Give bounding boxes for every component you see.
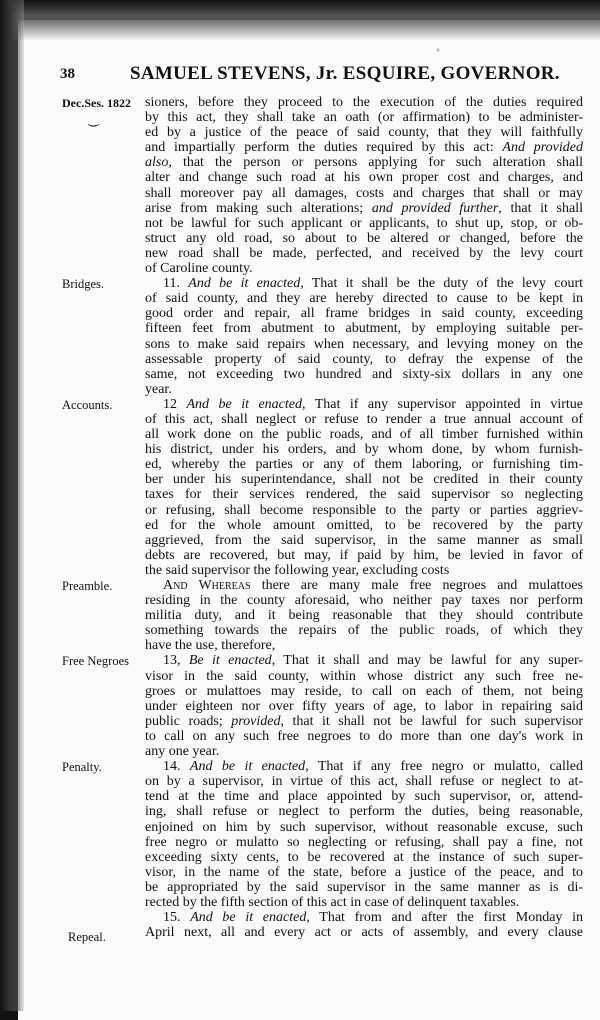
text-line [145, 216, 583, 231]
text-line [145, 623, 583, 638]
text-line [145, 518, 583, 533]
text-line [145, 804, 583, 819]
text-segment: ing, shall refuse or neglect to perform the duties, being reasonable, [145, 804, 583, 820]
text-segment: 12 [163, 396, 187, 412]
text-line [145, 170, 583, 185]
text-line [145, 352, 583, 367]
body-text [145, 95, 583, 940]
text-segment: assessable property of said county, to defray the expense of the [145, 351, 583, 367]
text-line [145, 895, 583, 910]
text-segment: April next, all and every act or acts of assembly, and every clause [145, 925, 583, 941]
text-segment: 11. [163, 276, 189, 292]
text-line [145, 789, 583, 804]
text-segment: not be lawful for such applicant or applicants, to shut up, stop, or ob- [145, 215, 583, 231]
text-line [145, 367, 583, 382]
text-segment: good order and repair, all frame bridges in said county, exceeding [145, 306, 583, 322]
text-segment: And Whereas [163, 578, 251, 593]
text-line [145, 140, 583, 155]
text-segment: exceeding sixty cents, to be recovered at the instance of such super- [145, 849, 583, 865]
text-line [145, 759, 583, 774]
text-segment: of this act, shall neglect or refuse to render a true annual account of [145, 411, 583, 427]
text-segment: struct any old road, so about to be altered or changed, before the [145, 230, 583, 246]
text-segment: on by a supervisor, in virtue of this act, shall refuse or neglect to at- [145, 774, 583, 790]
text-line [145, 820, 583, 835]
text-line [145, 729, 583, 744]
text-segment: 14. [163, 759, 190, 775]
text-segment: the said supervisor the following year, excluding costs [145, 562, 450, 578]
text-segment: free negro or mulatto so neglecting or refusing, shall pay a fine, not [145, 834, 583, 850]
text-line [145, 95, 583, 110]
text-line [145, 201, 583, 216]
text-line [145, 684, 583, 699]
text-line [145, 608, 583, 623]
margin-note-penalty: Penalty. [62, 760, 102, 774]
text-segment: that the person or persons applying for such alteration shall [171, 155, 583, 171]
text-line [145, 593, 583, 608]
running-header: SAMUEL STEVENS, Jr. ESQUIRE, GOVERNOR. [130, 63, 560, 84]
text-segment: ed for the whole amount omitted, to be recovered by the party [145, 517, 583, 533]
text-segment: of said county, and they are hereby directed to cause to be kept in [145, 291, 583, 307]
text-line [145, 880, 583, 895]
text-line [145, 578, 583, 593]
text-line [145, 337, 583, 352]
italic-text: And be it enacted [189, 759, 306, 775]
text-line [145, 865, 583, 880]
text-segment: , That from and after the first Monday in [306, 910, 583, 926]
text-segment: year. [145, 381, 172, 397]
text-segment: sons to make said repairs when necessary, and levying money on the [145, 336, 583, 352]
text-segment: visor in the said county, within whose district any such free ne- [145, 668, 583, 684]
margin-note-free-negroes: Free Negroes [62, 654, 129, 668]
text-segment: new road shall be made, perfected, and received by the levy court [145, 245, 583, 261]
text-segment: visor, in the name of the state, before a justice of the peace, and to [145, 864, 583, 880]
italic-text: Be it enacted [188, 653, 272, 669]
text-segment: all work done on the public roads, and of all timber furnished within [145, 427, 583, 443]
text-line [145, 714, 583, 729]
text-segment: 13, [163, 653, 189, 669]
text-line [145, 835, 583, 850]
text-segment: something towards the repairs of the public roads, of which they [145, 623, 583, 639]
text-line [145, 669, 583, 684]
text-line [145, 925, 583, 940]
text-line [145, 638, 583, 653]
text-line [145, 397, 583, 412]
text-line [145, 563, 583, 578]
text-segment: , That if any supervisor appointed in virtue [301, 396, 584, 412]
text-segment: , That it shall be the duty of the levy court [300, 276, 584, 292]
margin-note-repeal: Repeal. [68, 930, 106, 944]
text-segment: have the use, therefore, [145, 638, 276, 654]
margin-note-bridges: Bridges. [62, 277, 105, 291]
text-segment: aggrieved, from the said supervisor, in the same manner as small [145, 532, 583, 548]
text-line [145, 125, 583, 140]
margin-note-session: Dec.Ses. 1822 [62, 96, 131, 110]
text-line [145, 850, 583, 865]
text-segment: , That it shall and may be lawful for any super- [271, 653, 584, 669]
text-segment: sioners, before they proceed to the execution of the duties required [145, 95, 583, 110]
text-line [145, 382, 583, 397]
text-segment: debts are recovered, but may, if paid by him, be levied in favor of [145, 547, 583, 563]
text-segment: arise from making such alterations; [145, 200, 372, 216]
text-line [145, 246, 583, 261]
text-segment: to call on any such free negroes to do more than one day's work in [145, 728, 583, 744]
text-segment: ed by a justice of the peace of said county, that they will faithfully [145, 125, 583, 141]
text-line [145, 457, 583, 472]
text-segment: same, not exceeding two hundred and sixty-six dollars in any one [145, 366, 583, 382]
text-segment: ed, whereby the parties or any of them laboring, or furnishing tim- [145, 457, 583, 473]
text-line [145, 910, 583, 925]
text-segment: his district, under his orders, and by whom done, by whom furnish- [145, 442, 583, 458]
italic-text: And be it enacted [186, 396, 302, 412]
text-line [145, 744, 583, 759]
text-line [145, 110, 583, 125]
text-line [145, 774, 583, 789]
text-segment: militia duty, and it being reasonable that they should contribute [145, 608, 583, 624]
text-line [145, 321, 583, 336]
text-line [145, 533, 583, 548]
text-line [145, 427, 583, 442]
text-line [145, 261, 583, 276]
text-segment: of Caroline county. [145, 261, 253, 277]
text-segment: alter and change such road at his own proper cost and charges, and [145, 170, 583, 186]
text-segment: shall moreover pay all damages, costs and charges that shall or may [145, 185, 583, 201]
text-segment: rected by the fifth section of this act in case of delinquent taxables. [145, 894, 520, 910]
italic-text: provided [231, 713, 281, 729]
text-segment: 15. [163, 910, 191, 926]
scan-edge-left [0, 0, 24, 1011]
margin-note-preamble: Preamble. [62, 579, 113, 593]
text-segment: taxes for their services rendered, the said supervisor so neglecting [145, 487, 583, 503]
text-line [145, 699, 583, 714]
text-segment: residing in the county aforesaid, who neither pay taxes nor perform [145, 593, 583, 609]
text-line [145, 548, 583, 563]
page-number: 38 [60, 66, 75, 82]
scan-edge-top [0, 0, 600, 40]
text-line [145, 487, 583, 502]
text-line [145, 472, 583, 487]
text-line [145, 276, 583, 291]
text-line [145, 186, 583, 201]
text-segment: be appropriated by the said supervisor in the same manner as is di- [145, 879, 583, 895]
text-segment: there are many male free negroes and mulattoes [250, 578, 583, 593]
text-line [145, 442, 583, 457]
text-segment: , that it shall not be lawful for such supervisor [280, 713, 583, 729]
italic-text: also, [145, 155, 172, 171]
text-line [145, 503, 583, 518]
margin-note-accounts: Accounts. [62, 398, 113, 412]
italic-text: And provided [502, 140, 583, 156]
text-segment: by this act, they shall take an oath (or affirmation) to be administer- [145, 110, 583, 126]
text-segment: groes or mulattoes may reside, to call on each of them, not being [145, 683, 583, 699]
text-line [145, 231, 583, 246]
text-line [145, 155, 583, 170]
text-segment: tend at the time and place appointed by such supervisor, or, attend- [145, 789, 583, 805]
italic-text: And be it enacted [190, 910, 307, 926]
italic-text: And be it enacted [188, 276, 301, 292]
text-segment: or refusing, shall become responsible to the party or parties aggriev- [145, 502, 583, 518]
text-segment: under eighteen nor over fifty years of age, to labor in repairing said [145, 698, 583, 714]
text-segment: , That if any free negro or mulatto, called [305, 759, 584, 775]
text-segment: fifteen feet from abutment to abutment, by employing suitable per- [145, 321, 583, 337]
text-line [145, 291, 583, 306]
brace-mark-icon: ⏝ [88, 112, 100, 126]
text-segment: ber under his superintendance, shall not be credited in their county [145, 472, 583, 488]
text-segment: public roads; [145, 713, 232, 729]
text-segment: enjoined on him by such supervisor, without reasonable excuse, such [145, 819, 583, 835]
text-segment: and impartially perform the duties required by this act: [145, 140, 503, 156]
text-line [145, 412, 583, 427]
text-line [145, 653, 583, 668]
text-segment: any one year. [145, 744, 220, 760]
text-segment: , that it shall [498, 200, 584, 216]
text-line [145, 306, 583, 321]
italic-text: and provided further [371, 200, 499, 216]
